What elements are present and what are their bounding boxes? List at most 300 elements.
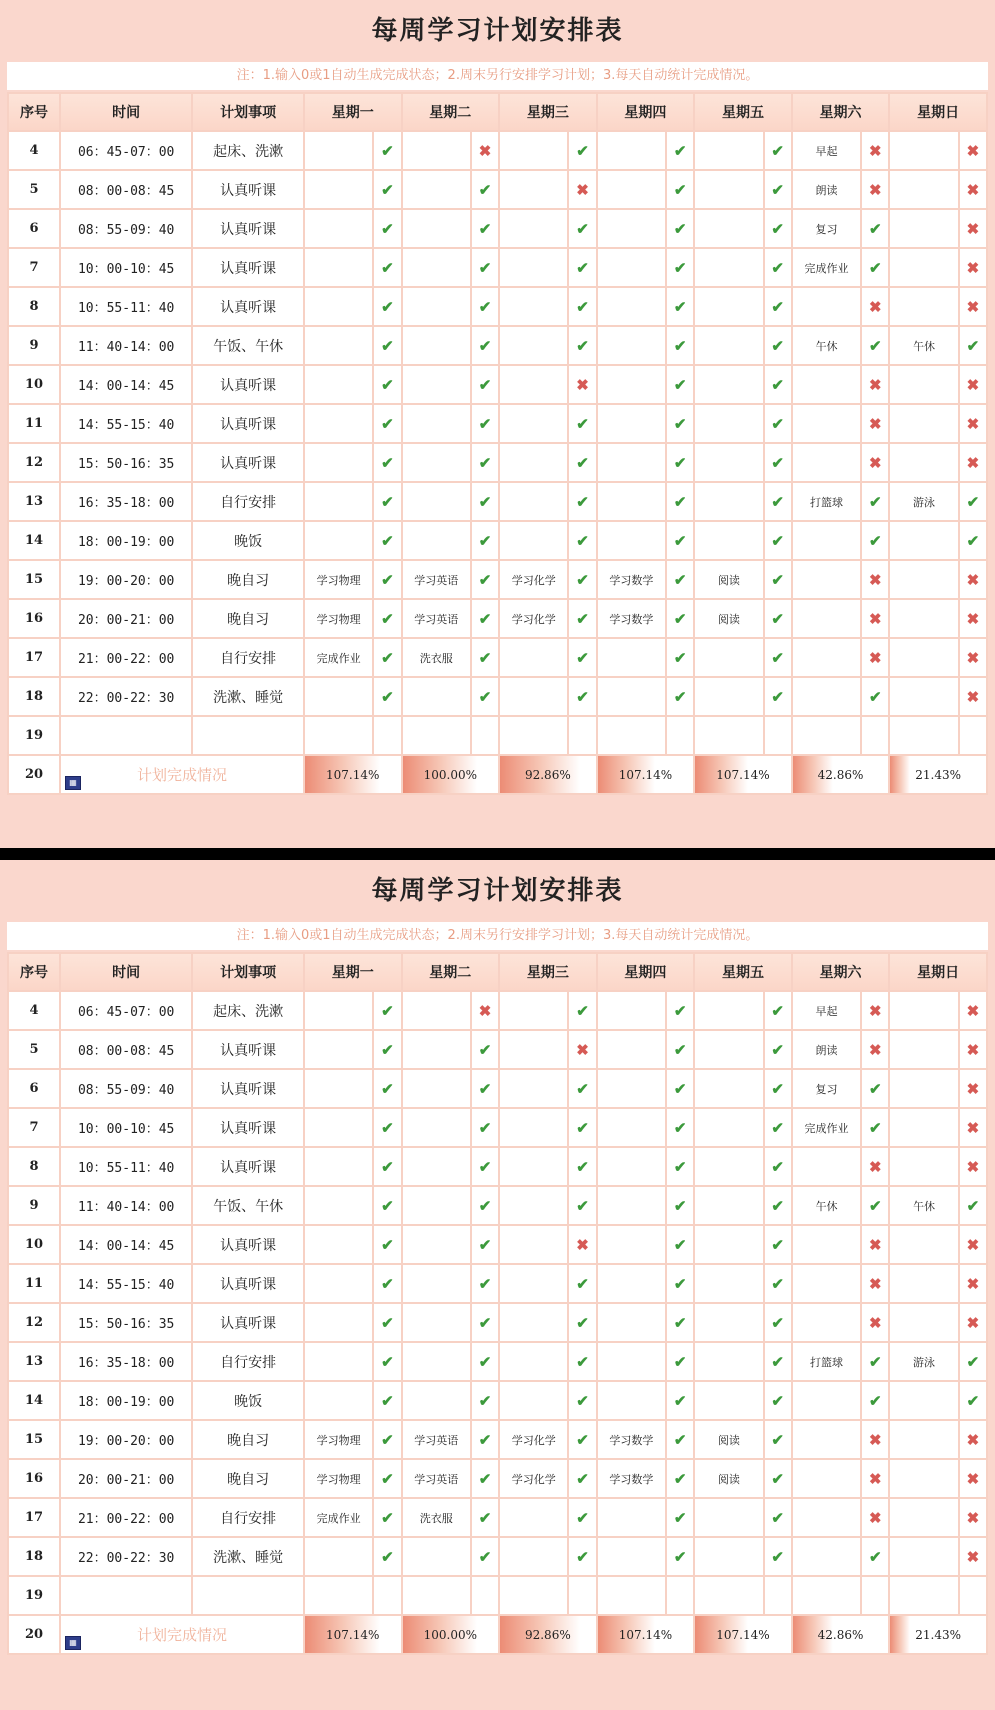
day-status-cell[interactable]: [764, 677, 792, 716]
day-task-cell[interactable]: 早起: [792, 991, 861, 1030]
row-time[interactable]: 14：00-14：45: [60, 365, 192, 404]
day-status-cell[interactable]: [764, 1147, 792, 1186]
row-time[interactable]: 20：00-21：00: [60, 599, 192, 638]
day-status-cell[interactable]: [568, 443, 596, 482]
day-task-cell[interactable]: [304, 1147, 373, 1186]
row-time[interactable]: 22：00-22：30: [60, 677, 192, 716]
day-status-cell[interactable]: [666, 1420, 694, 1459]
day-task-cell[interactable]: [889, 1303, 958, 1342]
day-status-cell[interactable]: [471, 170, 499, 209]
day-task-cell[interactable]: 完成作业: [304, 638, 373, 677]
day-task-cell[interactable]: [402, 1186, 471, 1225]
day-task-cell[interactable]: 朗读: [792, 1030, 861, 1069]
day-task-cell[interactable]: [499, 1381, 568, 1420]
day-task-cell[interactable]: [792, 1459, 861, 1498]
day-status-cell[interactable]: [568, 1030, 596, 1069]
day-task-cell[interactable]: [499, 1030, 568, 1069]
day-status-cell[interactable]: [666, 1225, 694, 1264]
day-task-cell[interactable]: [792, 1576, 861, 1615]
day-task-cell[interactable]: [694, 131, 763, 170]
day-status-cell[interactable]: [373, 1459, 401, 1498]
row-time[interactable]: 14：55-15：40: [60, 1264, 192, 1303]
day-task-cell[interactable]: [889, 1108, 958, 1147]
day-task-cell[interactable]: [499, 1537, 568, 1576]
day-status-cell[interactable]: [568, 716, 596, 755]
day-status-cell[interactable]: [568, 1303, 596, 1342]
day-task-cell[interactable]: [792, 677, 861, 716]
day-task-cell[interactable]: [597, 287, 666, 326]
row-item[interactable]: 认真听课: [192, 1069, 304, 1108]
day-status-cell[interactable]: [666, 1030, 694, 1069]
day-task-cell[interactable]: [792, 1303, 861, 1342]
day-task-cell[interactable]: [304, 131, 373, 170]
day-status-cell[interactable]: [666, 1459, 694, 1498]
day-status-cell[interactable]: [666, 131, 694, 170]
day-task-cell[interactable]: [402, 326, 471, 365]
day-status-cell[interactable]: [568, 1381, 596, 1420]
day-task-cell[interactable]: [402, 170, 471, 209]
day-status-cell[interactable]: [666, 1069, 694, 1108]
row-time[interactable]: 16：35-18：00: [60, 482, 192, 521]
day-task-cell[interactable]: 学习物理: [304, 599, 373, 638]
day-status-cell[interactable]: [568, 287, 596, 326]
day-status-cell[interactable]: [568, 131, 596, 170]
day-status-cell[interactable]: [373, 1069, 401, 1108]
day-task-cell[interactable]: [597, 482, 666, 521]
day-status-cell[interactable]: [373, 131, 401, 170]
day-status-cell[interactable]: [861, 1147, 889, 1186]
day-status-cell[interactable]: [373, 482, 401, 521]
day-status-cell[interactable]: [666, 482, 694, 521]
day-status-cell[interactable]: [861, 1576, 889, 1615]
row-item[interactable]: 晚饭: [192, 1381, 304, 1420]
row-time[interactable]: 20：00-21：00: [60, 1459, 192, 1498]
day-status-cell[interactable]: [861, 1108, 889, 1147]
day-status-cell[interactable]: [471, 991, 499, 1030]
day-task-cell[interactable]: [889, 1420, 958, 1459]
day-task-cell[interactable]: [694, 1030, 763, 1069]
day-task-cell[interactable]: [304, 991, 373, 1030]
day-task-cell[interactable]: [694, 1342, 763, 1381]
day-task-cell[interactable]: [402, 1225, 471, 1264]
day-status-cell[interactable]: [959, 1108, 987, 1147]
day-status-cell[interactable]: [568, 1225, 596, 1264]
day-task-cell[interactable]: 学习数学: [597, 1459, 666, 1498]
day-status-cell[interactable]: [666, 560, 694, 599]
day-task-cell[interactable]: [597, 131, 666, 170]
day-task-cell[interactable]: [499, 1225, 568, 1264]
day-task-cell[interactable]: [889, 443, 958, 482]
day-status-cell[interactable]: [568, 1576, 596, 1615]
day-task-cell[interactable]: [597, 991, 666, 1030]
day-status-cell[interactable]: [471, 1108, 499, 1147]
day-status-cell[interactable]: [471, 209, 499, 248]
row-time[interactable]: 21：00-22：00: [60, 1498, 192, 1537]
day-task-cell[interactable]: [597, 1225, 666, 1264]
day-task-cell[interactable]: [499, 1264, 568, 1303]
day-task-cell[interactable]: [694, 1069, 763, 1108]
day-status-cell[interactable]: [861, 1498, 889, 1537]
day-status-cell[interactable]: [764, 287, 792, 326]
day-status-cell[interactable]: [861, 1381, 889, 1420]
row-time[interactable]: 15：50-16：35: [60, 443, 192, 482]
day-task-cell[interactable]: [889, 404, 958, 443]
row-item[interactable]: 洗漱、睡觉: [192, 677, 304, 716]
day-task-cell[interactable]: [499, 248, 568, 287]
day-status-cell[interactable]: [764, 1537, 792, 1576]
day-task-cell[interactable]: [792, 521, 861, 560]
day-task-cell[interactable]: [889, 1459, 958, 1498]
day-status-cell[interactable]: [764, 1186, 792, 1225]
day-task-cell[interactable]: [304, 1537, 373, 1576]
day-task-cell[interactable]: [597, 716, 666, 755]
day-status-cell[interactable]: [764, 599, 792, 638]
day-task-cell[interactable]: [889, 560, 958, 599]
embedded-object-icon[interactable]: ▦: [65, 776, 81, 790]
day-status-cell[interactable]: [568, 1537, 596, 1576]
day-status-cell[interactable]: [959, 131, 987, 170]
day-status-cell[interactable]: [568, 1108, 596, 1147]
day-status-cell[interactable]: [373, 599, 401, 638]
day-status-cell[interactable]: [764, 248, 792, 287]
row-time[interactable]: 10：55-11：40: [60, 287, 192, 326]
day-task-cell[interactable]: [694, 326, 763, 365]
row-time[interactable]: 11：40-14：00: [60, 1186, 192, 1225]
day-task-cell[interactable]: 阅读: [694, 560, 763, 599]
row-time[interactable]: 19：00-20：00: [60, 1420, 192, 1459]
day-task-cell[interactable]: 学习数学: [597, 599, 666, 638]
day-task-cell[interactable]: [304, 1108, 373, 1147]
day-task-cell[interactable]: [304, 1303, 373, 1342]
row-item[interactable]: 晚自习: [192, 560, 304, 599]
day-task-cell[interactable]: [889, 365, 958, 404]
day-task-cell[interactable]: [597, 248, 666, 287]
day-task-cell[interactable]: [499, 1576, 568, 1615]
day-status-cell[interactable]: [471, 443, 499, 482]
day-status-cell[interactable]: [764, 1069, 792, 1108]
day-task-cell[interactable]: 学习物理: [304, 1459, 373, 1498]
day-status-cell[interactable]: [666, 404, 694, 443]
day-task-cell[interactable]: [889, 1381, 958, 1420]
day-task-cell[interactable]: 早起: [792, 131, 861, 170]
row-time[interactable]: 10：55-11：40: [60, 1147, 192, 1186]
day-task-cell[interactable]: [597, 365, 666, 404]
day-task-cell[interactable]: 完成作业: [304, 1498, 373, 1537]
day-status-cell[interactable]: [861, 716, 889, 755]
day-status-cell[interactable]: [471, 1069, 499, 1108]
day-status-cell[interactable]: [861, 209, 889, 248]
day-status-cell[interactable]: [568, 1147, 596, 1186]
day-task-cell[interactable]: [597, 1576, 666, 1615]
day-status-cell[interactable]: [764, 1420, 792, 1459]
day-task-cell[interactable]: 午休: [792, 1186, 861, 1225]
day-task-cell[interactable]: [694, 482, 763, 521]
day-task-cell[interactable]: 学习化学: [499, 599, 568, 638]
day-status-cell[interactable]: [373, 443, 401, 482]
day-task-cell[interactable]: [402, 1030, 471, 1069]
day-task-cell[interactable]: [694, 170, 763, 209]
day-status-cell[interactable]: [471, 1420, 499, 1459]
day-status-cell[interactable]: [959, 1576, 987, 1615]
day-status-cell[interactable]: [568, 1186, 596, 1225]
day-task-cell[interactable]: [304, 1576, 373, 1615]
day-status-cell[interactable]: [959, 1459, 987, 1498]
day-task-cell[interactable]: [499, 638, 568, 677]
row-time[interactable]: 14：00-14：45: [60, 1225, 192, 1264]
day-status-cell[interactable]: [471, 326, 499, 365]
day-task-cell[interactable]: [402, 1342, 471, 1381]
day-task-cell[interactable]: [499, 287, 568, 326]
day-status-cell[interactable]: [764, 521, 792, 560]
day-task-cell[interactable]: [694, 1108, 763, 1147]
day-status-cell[interactable]: [471, 482, 499, 521]
day-task-cell[interactable]: [304, 404, 373, 443]
day-task-cell[interactable]: [304, 443, 373, 482]
day-task-cell[interactable]: [304, 248, 373, 287]
day-task-cell[interactable]: [304, 521, 373, 560]
day-status-cell[interactable]: [568, 1264, 596, 1303]
day-status-cell[interactable]: [666, 170, 694, 209]
day-status-cell[interactable]: [666, 991, 694, 1030]
day-status-cell[interactable]: [959, 404, 987, 443]
day-task-cell[interactable]: [597, 1108, 666, 1147]
day-status-cell[interactable]: [471, 287, 499, 326]
row-item[interactable]: 认真听课: [192, 1030, 304, 1069]
day-task-cell[interactable]: [597, 638, 666, 677]
day-task-cell[interactable]: [597, 1342, 666, 1381]
day-task-cell[interactable]: [694, 1264, 763, 1303]
day-status-cell[interactable]: [568, 365, 596, 404]
day-task-cell[interactable]: 朗读: [792, 170, 861, 209]
day-status-cell[interactable]: [764, 1342, 792, 1381]
day-status-cell[interactable]: [471, 599, 499, 638]
day-status-cell[interactable]: [373, 365, 401, 404]
day-status-cell[interactable]: [666, 521, 694, 560]
day-status-cell[interactable]: [373, 560, 401, 599]
day-status-cell[interactable]: [861, 1420, 889, 1459]
day-task-cell[interactable]: [889, 599, 958, 638]
day-task-cell[interactable]: [694, 209, 763, 248]
day-task-cell[interactable]: [402, 1069, 471, 1108]
day-status-cell[interactable]: [861, 482, 889, 521]
row-time[interactable]: 08：55-09：40: [60, 209, 192, 248]
day-status-cell[interactable]: [959, 677, 987, 716]
day-status-cell[interactable]: [471, 1537, 499, 1576]
day-status-cell[interactable]: [666, 1186, 694, 1225]
day-status-cell[interactable]: [373, 1108, 401, 1147]
day-task-cell[interactable]: 游泳: [889, 482, 958, 521]
day-task-cell[interactable]: 打篮球: [792, 482, 861, 521]
day-task-cell[interactable]: [597, 1381, 666, 1420]
day-task-cell[interactable]: [402, 482, 471, 521]
day-task-cell[interactable]: [402, 365, 471, 404]
row-item[interactable]: 午饭、午休: [192, 1186, 304, 1225]
day-status-cell[interactable]: [959, 1186, 987, 1225]
day-status-cell[interactable]: [861, 287, 889, 326]
day-status-cell[interactable]: [373, 1264, 401, 1303]
day-task-cell[interactable]: [304, 326, 373, 365]
day-status-cell[interactable]: [373, 1303, 401, 1342]
day-status-cell[interactable]: [666, 209, 694, 248]
day-status-cell[interactable]: [959, 365, 987, 404]
day-task-cell[interactable]: [402, 404, 471, 443]
row-time[interactable]: 18：00-19：00: [60, 521, 192, 560]
row-time[interactable]: 21：00-22：00: [60, 638, 192, 677]
day-task-cell[interactable]: 学习数学: [597, 560, 666, 599]
day-task-cell[interactable]: [597, 1030, 666, 1069]
day-task-cell[interactable]: [597, 1537, 666, 1576]
day-task-cell[interactable]: 完成作业: [792, 248, 861, 287]
day-task-cell[interactable]: [597, 170, 666, 209]
day-status-cell[interactable]: [959, 1030, 987, 1069]
day-status-cell[interactable]: [959, 326, 987, 365]
day-task-cell[interactable]: 打篮球: [792, 1342, 861, 1381]
day-status-cell[interactable]: [959, 209, 987, 248]
day-task-cell[interactable]: [792, 716, 861, 755]
day-task-cell[interactable]: [889, 170, 958, 209]
day-status-cell[interactable]: [373, 1381, 401, 1420]
day-task-cell[interactable]: [304, 1381, 373, 1420]
day-status-cell[interactable]: [959, 1420, 987, 1459]
day-task-cell[interactable]: [499, 209, 568, 248]
day-task-cell[interactable]: 洗衣服: [402, 638, 471, 677]
day-status-cell[interactable]: [666, 677, 694, 716]
row-time[interactable]: 06：45-07：00: [60, 991, 192, 1030]
day-task-cell[interactable]: 学习英语: [402, 560, 471, 599]
row-item[interactable]: 晚自习: [192, 1420, 304, 1459]
day-task-cell[interactable]: [597, 677, 666, 716]
day-status-cell[interactable]: [373, 638, 401, 677]
day-status-cell[interactable]: [764, 1108, 792, 1147]
day-task-cell[interactable]: [889, 248, 958, 287]
day-status-cell[interactable]: [861, 248, 889, 287]
day-task-cell[interactable]: [304, 170, 373, 209]
row-item[interactable]: 认真听课: [192, 170, 304, 209]
row-time[interactable]: 08：55-09：40: [60, 1069, 192, 1108]
day-status-cell[interactable]: [764, 1225, 792, 1264]
row-time[interactable]: 16：35-18：00: [60, 1342, 192, 1381]
row-time[interactable]: 22：00-22：30: [60, 1537, 192, 1576]
day-status-cell[interactable]: [764, 365, 792, 404]
day-task-cell[interactable]: [694, 638, 763, 677]
day-status-cell[interactable]: [764, 991, 792, 1030]
row-time[interactable]: 19：00-20：00: [60, 560, 192, 599]
day-task-cell[interactable]: [499, 443, 568, 482]
row-item[interactable]: 自行安排: [192, 1342, 304, 1381]
day-status-cell[interactable]: [959, 443, 987, 482]
day-status-cell[interactable]: [959, 1498, 987, 1537]
day-status-cell[interactable]: [764, 1264, 792, 1303]
day-status-cell[interactable]: [959, 1342, 987, 1381]
day-task-cell[interactable]: [499, 1186, 568, 1225]
day-status-cell[interactable]: [861, 991, 889, 1030]
day-status-cell[interactable]: [373, 1342, 401, 1381]
day-status-cell[interactable]: [666, 1108, 694, 1147]
day-status-cell[interactable]: [861, 1186, 889, 1225]
day-task-cell[interactable]: [792, 638, 861, 677]
day-status-cell[interactable]: [471, 365, 499, 404]
day-status-cell[interactable]: [861, 638, 889, 677]
day-task-cell[interactable]: [694, 1381, 763, 1420]
day-task-cell[interactable]: [889, 287, 958, 326]
row-time[interactable]: 14：55-15：40: [60, 404, 192, 443]
day-task-cell[interactable]: [499, 404, 568, 443]
day-status-cell[interactable]: [373, 404, 401, 443]
day-status-cell[interactable]: [568, 1342, 596, 1381]
day-status-cell[interactable]: [568, 404, 596, 443]
day-status-cell[interactable]: [764, 1459, 792, 1498]
day-status-cell[interactable]: [861, 599, 889, 638]
day-task-cell[interactable]: 游泳: [889, 1342, 958, 1381]
day-status-cell[interactable]: [861, 1225, 889, 1264]
day-task-cell[interactable]: [304, 287, 373, 326]
day-task-cell[interactable]: [402, 1303, 471, 1342]
day-task-cell[interactable]: [792, 1147, 861, 1186]
day-task-cell[interactable]: 学习化学: [499, 560, 568, 599]
row-item[interactable]: 认真听课: [192, 248, 304, 287]
row-item[interactable]: 晚自习: [192, 599, 304, 638]
day-task-cell[interactable]: 学习英语: [402, 599, 471, 638]
day-task-cell[interactable]: [402, 1147, 471, 1186]
day-task-cell[interactable]: [694, 287, 763, 326]
day-status-cell[interactable]: [764, 1303, 792, 1342]
day-status-cell[interactable]: [373, 209, 401, 248]
day-task-cell[interactable]: [402, 991, 471, 1030]
day-status-cell[interactable]: [568, 248, 596, 287]
day-task-cell[interactable]: [499, 326, 568, 365]
day-status-cell[interactable]: [959, 991, 987, 1030]
day-status-cell[interactable]: [764, 326, 792, 365]
row-item[interactable]: 自行安排: [192, 638, 304, 677]
row-item[interactable]: 认真听课: [192, 404, 304, 443]
day-task-cell[interactable]: [597, 404, 666, 443]
day-task-cell[interactable]: [304, 482, 373, 521]
day-task-cell[interactable]: [304, 1186, 373, 1225]
day-status-cell[interactable]: [568, 1459, 596, 1498]
day-task-cell[interactable]: [597, 1147, 666, 1186]
row-time[interactable]: 08：00-08：45: [60, 170, 192, 209]
day-task-cell[interactable]: [889, 1537, 958, 1576]
day-status-cell[interactable]: [959, 1147, 987, 1186]
day-task-cell[interactable]: [597, 209, 666, 248]
day-status-cell[interactable]: [471, 248, 499, 287]
day-status-cell[interactable]: [373, 287, 401, 326]
day-status-cell[interactable]: [666, 1303, 694, 1342]
day-status-cell[interactable]: [373, 326, 401, 365]
row-time[interactable]: 11：40-14：00: [60, 326, 192, 365]
day-task-cell[interactable]: [792, 1381, 861, 1420]
day-task-cell[interactable]: [694, 677, 763, 716]
day-status-cell[interactable]: [373, 677, 401, 716]
day-status-cell[interactable]: [959, 1264, 987, 1303]
day-task-cell[interactable]: [304, 365, 373, 404]
day-task-cell[interactable]: 阅读: [694, 599, 763, 638]
day-status-cell[interactable]: [861, 1264, 889, 1303]
day-task-cell[interactable]: 阅读: [694, 1459, 763, 1498]
day-task-cell[interactable]: 午休: [792, 326, 861, 365]
day-status-cell[interactable]: [764, 404, 792, 443]
day-status-cell[interactable]: [471, 1264, 499, 1303]
day-task-cell[interactable]: [597, 1069, 666, 1108]
day-status-cell[interactable]: [959, 716, 987, 755]
day-task-cell[interactable]: [402, 677, 471, 716]
row-time[interactable]: 10：00-10：45: [60, 1108, 192, 1147]
day-status-cell[interactable]: [666, 638, 694, 677]
day-task-cell[interactable]: [694, 1225, 763, 1264]
row-item[interactable]: [192, 1576, 304, 1615]
day-status-cell[interactable]: [666, 287, 694, 326]
day-task-cell[interactable]: [792, 443, 861, 482]
